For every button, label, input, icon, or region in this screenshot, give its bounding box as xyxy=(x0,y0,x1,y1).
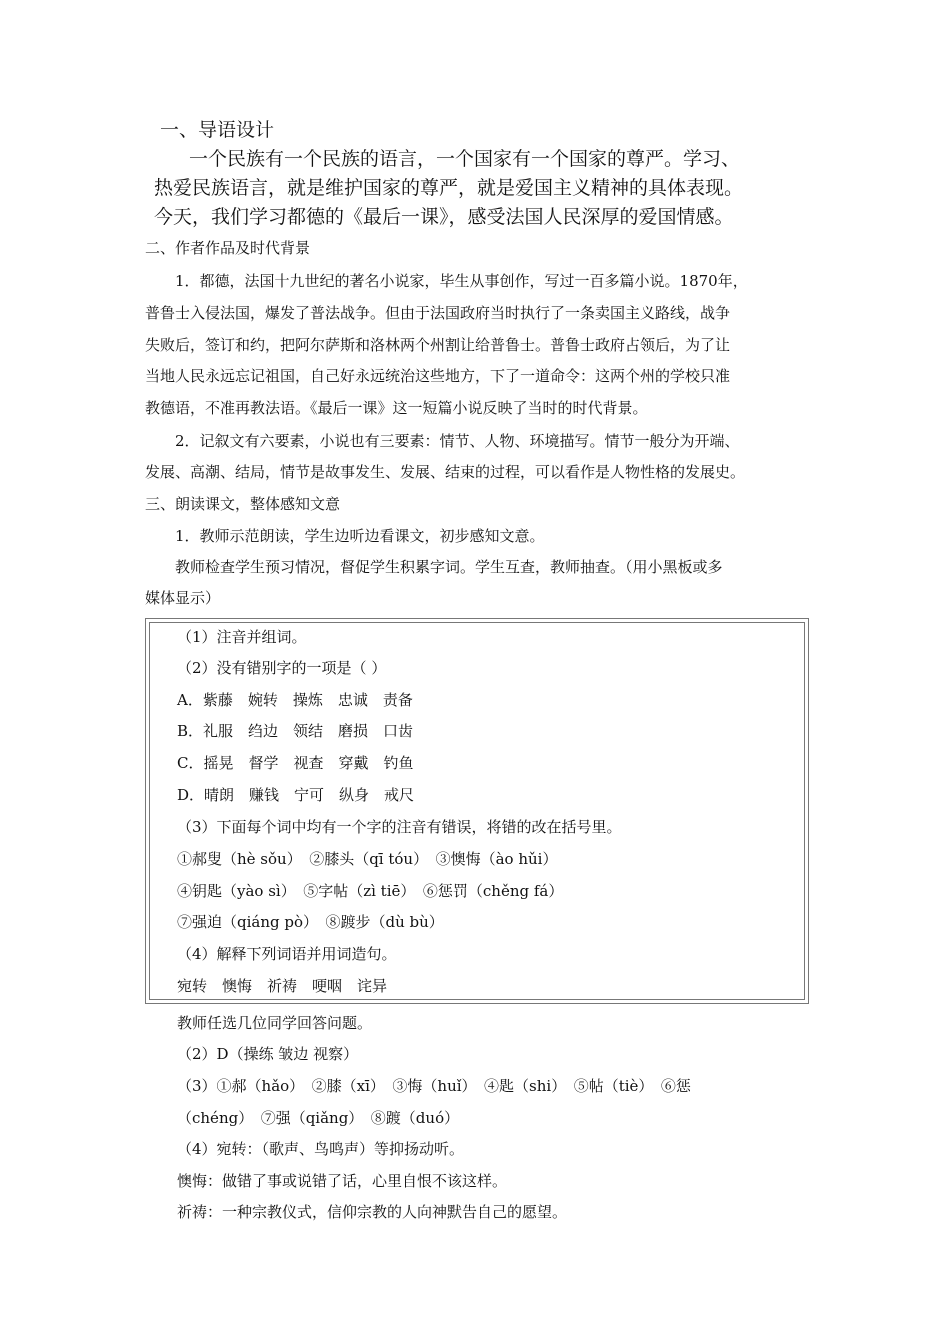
exercise-option-b: B．礼服 绉边 领结 磨损 口齿 xyxy=(177,722,414,740)
intro-line-1: 一个民族有一个民族的语言，一个国家有一个国家的尊严。学习、 xyxy=(189,148,741,170)
answers-line-3: （3）①郝（hǎo） ②膝（xī） ③悔（huǐ） ④匙（shi） ⑤帖（tiè） ⑥惩 xyxy=(177,1077,691,1095)
exercise-word-list: 宛转 懊悔 祈祷 哽咽 诧异 xyxy=(177,977,388,995)
background-line-1: 1．都德，法国十九世纪的著名小说家，毕生从事创作，写过一百多篇小说。1870年， xyxy=(175,272,748,290)
intro-line-3: 今天，我们学习都德的《最后一课》，感受法国人民深厚的爱国情感。 xyxy=(154,206,734,228)
exercise-option-a: A．紫藤 婉转 操炼 忠诚 责备 xyxy=(177,691,413,709)
section-3-heading: 三、朗读课文，整体感知文意 xyxy=(145,495,341,513)
exercise-line-1: （1）注音并组词。 xyxy=(177,628,307,646)
answers-line-6: 懊悔：做错了事或说错了话，心里自恨不该这样。 xyxy=(177,1172,508,1190)
answers-line-5: （4）宛转：（歌声、鸟鸣声）等抑扬动听。 xyxy=(177,1140,465,1158)
exercise-pinyin-row-3: ⑦强迫（qiáng pò） ⑧踱步（dù bù） xyxy=(177,913,444,931)
background-line-6: 2．记叙文有六要素，小说也有三要素：情节、人物、环境描写。情节一般分为开端、 xyxy=(175,432,740,450)
reading-line-1: 1．教师示范朗读，学生边听边看课文，初步感知文意。 xyxy=(175,527,545,545)
answers-line-4: （chéng） ⑦强（qiǎng） ⑧踱（duó） xyxy=(177,1109,460,1127)
background-line-3: 失败后，签订和约，把阿尔萨斯和洛林两个州割让给普鲁士。普鲁士政府占领后，为了让 xyxy=(145,336,731,354)
exercise-pinyin-row-2: ④钥匙（yào sì） ⑤字帖（zì tiē） ⑥惩罚（chěng fá） xyxy=(177,882,564,900)
exercise-option-c: C．摇晃 督学 视查 穿戴 钓鱼 xyxy=(177,754,414,772)
exercise-line-2: （2）没有错别字的一项是（ ） xyxy=(177,659,387,677)
background-line-4: 当地人民永远忘记祖国，自己好永远统治这些地方，下了一道命令：这两个州的学校只准 xyxy=(145,367,731,385)
exercise-line-11: （4）解释下列词语并用词造句。 xyxy=(177,945,397,963)
reading-line-3: 媒体显示） xyxy=(145,589,221,607)
background-line-2: 普鲁士入侵法国，爆发了普法战争。但由于法国政府当时执行了一条卖国主义路线，战争 xyxy=(145,304,731,322)
intro-line-2: 热爱民族语言，就是维护国家的尊严，就是爱国主义精神的具体表现。 xyxy=(154,177,744,199)
section-1-heading: 一、导语设计 xyxy=(160,119,275,141)
background-line-7: 发展、高潮、结局，情节是故事发生、发展、结束的过程，可以看作是人物性格的发展史。 xyxy=(145,463,746,481)
exercise-pinyin-row-1: ①郝叟（hè sǒu） ②膝头（qī tóu） ③懊悔（ào hǔi） xyxy=(177,850,558,868)
answers-line-7: 祈祷：一种宗教仪式，信仰宗教的人向神默告自己的愿望。 xyxy=(177,1203,568,1221)
exercise-line-7: （3）下面每个词中均有一个字的注音有错误，将错的改在括号里。 xyxy=(177,818,622,836)
answers-line-2: （2）D（操练 皱边 视察） xyxy=(177,1045,359,1063)
background-line-5: 教德语，不准再教法语。《最后一课》这一短篇小说反映了当时的时代背景。 xyxy=(145,399,648,417)
answers-line-1: 教师任选几位同学回答问题。 xyxy=(177,1014,373,1032)
exercise-option-d: D．晴朗 赚钱 宁可 纵身 戒尺 xyxy=(177,786,415,804)
section-2-heading: 二、作者作品及时代背景 xyxy=(145,239,311,257)
reading-line-2: 教师检查学生预习情况，督促学生积累字词。学生互查，教师抽查。（用小黑板或多 xyxy=(175,558,723,576)
